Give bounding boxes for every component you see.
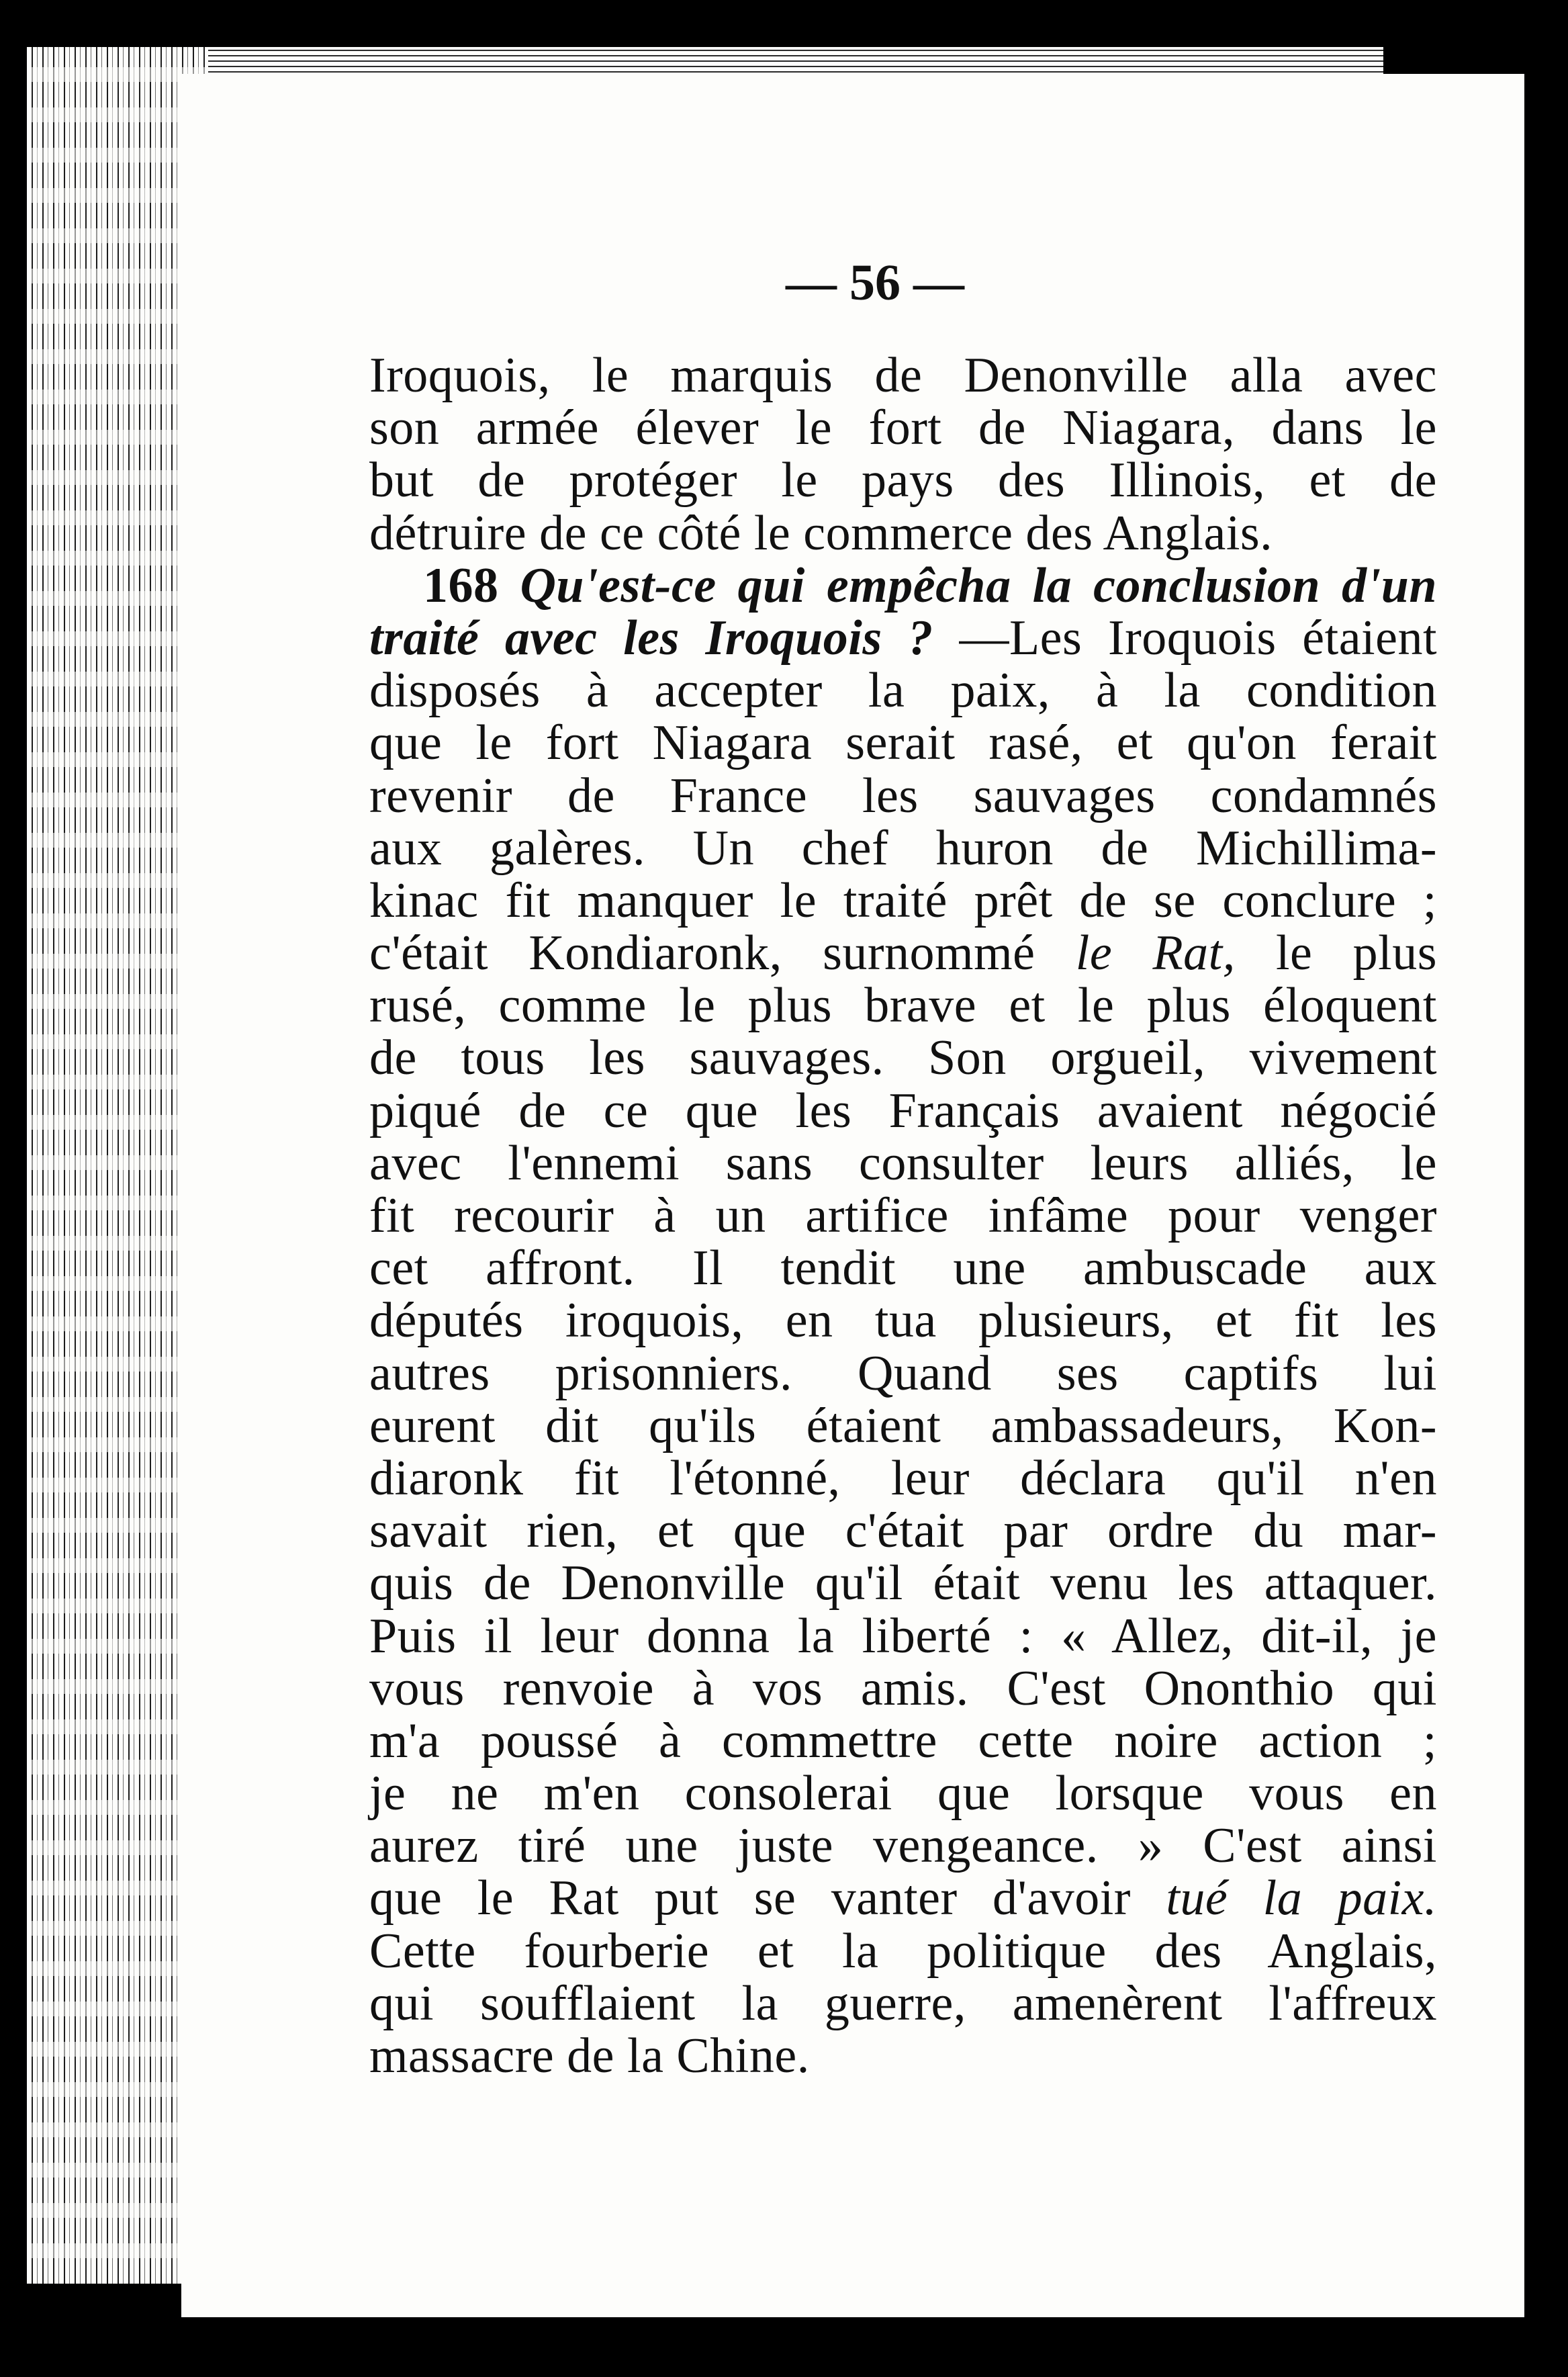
text-line <box>369 717 1437 769</box>
text-line <box>369 1767 1437 1820</box>
line-text: aux galères. Un chef huron de Michillima- <box>369 820 1437 876</box>
text-line <box>369 1662 1437 1715</box>
text-line <box>369 1032 1437 1084</box>
text-line <box>369 349 1437 402</box>
text-line <box>369 1505 1437 1557</box>
line-text: cet affront. Il tendit une ambuscade aux <box>369 1241 1437 1296</box>
text-line <box>369 1610 1437 1662</box>
line-text-continued: le plus <box>1275 926 1438 981</box>
line-text: Puis il leur donna la liberté : « Allez, dit-il, je <box>369 1608 1437 1664</box>
text-line <box>369 2030 1437 2082</box>
line-text: massacre de la Chine. <box>369 2028 810 2083</box>
page-number: — 56 — <box>786 255 964 311</box>
line-text: autres prisonniers. Quand ses captifs lui <box>369 1345 1437 1401</box>
text-line <box>369 507 1437 559</box>
line-text: piqué de ce que les Français avaient négocié <box>369 1083 1437 1138</box>
italic-text: tué la paix. <box>1166 1871 1438 1926</box>
text-line <box>369 1715 1437 1767</box>
line-text: m'a poussé à commettre cette noire action ; <box>369 1713 1437 1768</box>
question-text: traité avec les Iroquois ? <box>369 610 933 666</box>
text-line <box>369 1452 1437 1505</box>
line-text: kinac fit manquer le traité prêt de se conclure ; <box>369 872 1437 928</box>
text-line <box>369 664 1437 717</box>
line-text: que le fort Niagara serait rasé, et qu'on ferait <box>369 715 1437 771</box>
line-text: eurent dit qu'ils étaient ambassadeurs, Kon- <box>369 1398 1437 1453</box>
text-line <box>369 612 1437 664</box>
question-number: 168 <box>423 557 499 613</box>
line-text: revenir de France les sauvages condamnés <box>369 768 1437 823</box>
line-text: avec l'ennemi sans consulter leurs alliés, le <box>369 1135 1437 1191</box>
text-line <box>369 1347 1437 1400</box>
italic-text: le Rat, <box>1075 926 1236 981</box>
question-text: Qu'est-ce qui empêcha la conclusion d'un <box>520 557 1438 613</box>
line-text: rusé, comme le plus brave et le plus éloquent <box>369 978 1437 1034</box>
line-text: disposés à accepter la paix, à la condition <box>369 663 1437 719</box>
line-text: députés iroquois, en tua plusieurs, et fit les <box>369 1293 1437 1349</box>
text-line <box>369 1242 1437 1294</box>
line-text: quis de Denonville qu'il était venu les attaquer. <box>369 1556 1437 1611</box>
line-text: son armée élever le fort de Niagara, dans le <box>369 400 1437 456</box>
line-text: diaronk fit l'étonné, leur déclara qu'il n'en <box>369 1450 1437 1506</box>
line-text: Iroquois, le marquis de Denonville alla avec <box>369 348 1437 403</box>
text-line <box>369 1977 1437 2030</box>
text-line <box>369 1557 1437 1609</box>
text-line <box>369 402 1437 454</box>
line-text: Cette fourberie et la politique des Anglais, <box>369 1923 1437 1979</box>
line-text: vous renvoie à vos amis. C'est Ononthio qui <box>369 1660 1437 1716</box>
text-line <box>369 979 1437 1032</box>
line-text: qui soufflaient la guerre, amenèrent l'affreux <box>369 1975 1437 2031</box>
text-line <box>369 1820 1437 1872</box>
text-line <box>369 1190 1437 1242</box>
text-line <box>369 770 1437 822</box>
line-text: détruire de ce côté le commerce des Anglais. <box>369 505 1273 561</box>
line-text: savait rien, et que c'était par ordre du mar- <box>369 1503 1437 1559</box>
line-text: but de protéger le pays des Illinois, et de <box>369 453 1437 508</box>
text-line <box>369 874 1437 927</box>
text-line <box>369 927 1437 979</box>
body-text <box>369 349 1437 2082</box>
text-line <box>369 1294 1437 1347</box>
line-text: que le Rat put se vanter d'avoir <box>369 1871 1131 1926</box>
text-line <box>369 1925 1437 1977</box>
text-line <box>369 559 1437 612</box>
line-text: —Les Iroquois étaient <box>959 610 1438 666</box>
text-line <box>369 1872 1437 1924</box>
text-line <box>369 1137 1437 1190</box>
text-line <box>369 454 1437 506</box>
line-text: fit recourir à un artifice infâme pour venger <box>369 1188 1437 1243</box>
line-text: de tous les sauvages. Son orgueil, vivement <box>369 1030 1437 1086</box>
text-line <box>369 1085 1437 1137</box>
line-text: je ne m'en consolerai que lorsque vous en <box>369 1766 1437 1822</box>
text-line <box>369 1400 1437 1452</box>
line-text: aurez tiré une juste vengeance. » C'est ainsi <box>369 1818 1437 1874</box>
line-text: c'était Kondiaronk, surnommé <box>369 926 1035 981</box>
text-line <box>369 822 1437 874</box>
